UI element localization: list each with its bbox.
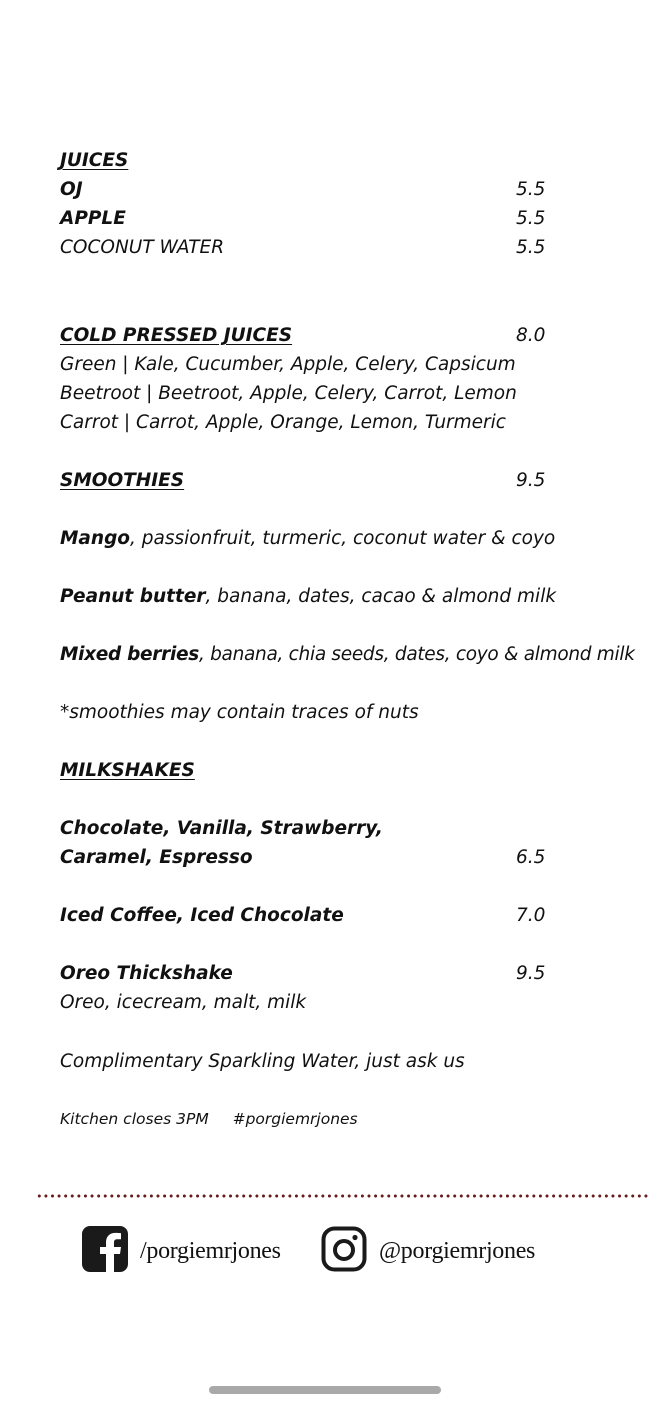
smoothies-nut-note: *smoothies may contain traces of nuts [60, 702, 419, 723]
item-price: 6.5 [516, 847, 546, 868]
facebook-link[interactable] [82, 1228, 281, 1274]
item-name: APPLE [60, 208, 126, 229]
item-price: 5.5 [516, 237, 546, 258]
item-desc: Green | Kale, Cucumber, Apple, Celery, Capsicum [60, 354, 516, 375]
item-name: OJ [60, 179, 83, 200]
kitchen-hours: Kitchen closes 3PM [60, 1110, 209, 1128]
cold-pressed-price: 8.0 [516, 325, 546, 346]
juices-heading: JUICES [60, 150, 129, 171]
item-price: 5.5 [516, 179, 546, 200]
milkshakes-heading: MILKSHAKES [60, 760, 195, 781]
item-desc: Carrot | Carrot, Apple, Orange, Lemon, Turmeric [60, 412, 506, 433]
item-desc: , banana, dates, cacao & almond milk [205, 586, 557, 607]
item-name: Oreo Thickshake [60, 963, 233, 984]
home-indicator[interactable] [209, 1386, 441, 1394]
smoothies-price: 9.5 [516, 470, 546, 491]
item-price: 5.5 [516, 208, 546, 229]
hashtag: #porgiemrjones [232, 1110, 358, 1128]
item-price: 9.5 [516, 963, 546, 984]
complimentary-water-note: Complimentary Sparkling Water, just ask us [60, 1051, 465, 1072]
item-name: Mango [60, 528, 131, 549]
item-desc: , banana, chia seeds, dates, coyo & almond milk [198, 644, 635, 665]
item-desc: Beetroot | Beetroot, Apple, Celery, Carrot, Lemon [60, 383, 517, 404]
item-name: Mixed berries [60, 644, 199, 665]
facebook-handle: /porgiemrjones [140, 1237, 281, 1264]
smoothies-heading: SMOOTHIES [60, 470, 185, 491]
instagram-handle: @porgiemrjones [379, 1237, 536, 1264]
facebook-icon [82, 1226, 128, 1276]
instagram-link[interactable] [321, 1228, 535, 1274]
cold-pressed-heading: COLD PRESSED JUICES [60, 325, 293, 346]
item-name: COCONUT WATER [60, 237, 225, 258]
dotted-divider [36, 1194, 648, 1198]
item-name: Chocolate, Vanilla, Strawberry, [60, 818, 383, 839]
item-name: Peanut butter [60, 586, 206, 607]
item-desc: Oreo, icecream, malt, milk [60, 992, 307, 1013]
item-price: 7.0 [516, 905, 546, 926]
item-desc: , passionfruit, turmeric, coconut water & coyo [130, 528, 556, 549]
instagram-icon [321, 1226, 367, 1276]
item-name: Caramel, Espresso [60, 847, 253, 868]
item-name: Iced Coffee, Iced Chocolate [60, 905, 344, 926]
